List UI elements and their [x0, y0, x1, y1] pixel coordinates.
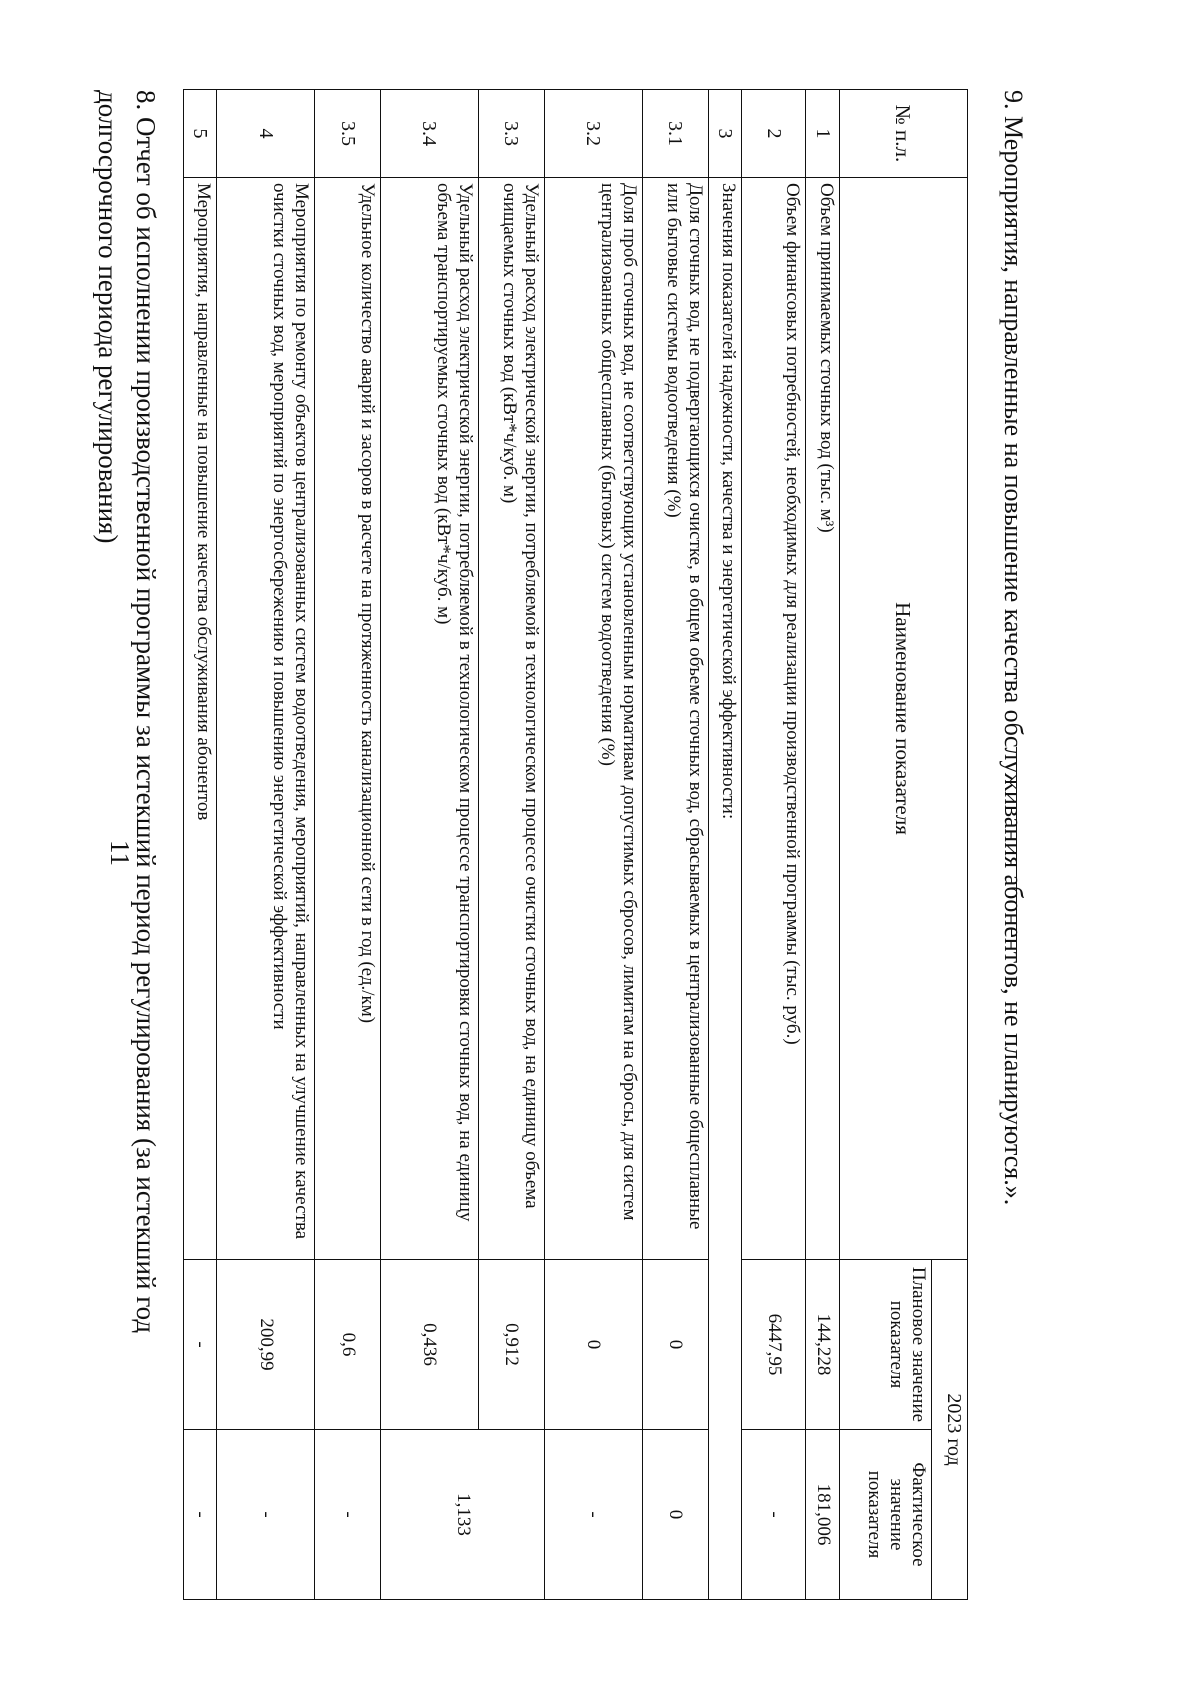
table-row: [545, 90, 642, 1600]
row-plan: 0: [545, 1260, 642, 1430]
row-name: Доля сточных вод, не подвергающихся очистке, в общем объеме сточных вод, сбрасываемых в централизованные общесплавные или бытовые системы водоотведения (%): [642, 178, 709, 1260]
row-num: 1: [806, 90, 839, 178]
row-plan: 0,6: [314, 1260, 381, 1430]
rotated-page: [93, 50, 1150, 1610]
row-plan: 0: [642, 1260, 709, 1430]
row-fact: 0: [642, 1430, 709, 1600]
row-num: 3.2: [545, 90, 642, 178]
row-fact: -: [184, 1430, 217, 1600]
row-name: Объем финансовых потребностей, необходимых для реализации производственной программы (тыс. руб.): [742, 178, 806, 1260]
table-row: [217, 90, 314, 1600]
row-name: Удельный расход электрической энергии, потребляемой в технологическом процессе очистки сточных вод, на единицу объема очищаемых сточных вод (кВт*ч/куб. м): [478, 178, 545, 1260]
row-name: Удельное количество аварий и засоров в расчете на протяженность канализационной сети в год (ед./км): [314, 178, 381, 1260]
row-num: 3.5: [314, 90, 381, 178]
header-name: Наименование показателя: [839, 178, 967, 1260]
section-heading-line2: долгосрочного периода регулирования): [93, 90, 123, 544]
row-name: Удельный расход электрической энергии, потребляемой в технологическом процессе транспортировки сточных вод, на единицу объема транспортируемых сточных вод (кВт*ч/куб. м): [381, 178, 478, 1260]
row-plan: 6447,95: [742, 1260, 806, 1430]
row-num: 2: [742, 90, 806, 178]
table-row: [381, 90, 478, 1600]
row-fact: -: [742, 1430, 806, 1600]
row-name: Мероприятия, направленные на повышение качества обслуживания абонентов: [184, 178, 217, 1260]
header-year: 2023 год: [932, 1260, 968, 1600]
row-plan: -: [184, 1260, 217, 1430]
row-fact: -: [545, 1430, 642, 1600]
row-name: Мероприятия по ремонту объектов централизованных систем водоотведения, мероприятий, направленных на улучшение качества очистки сточных вод, мероприятий по энергосбережению и повышению энергетической эффективности: [217, 178, 314, 1260]
table-row: [478, 90, 545, 1600]
page-number: 11: [105, 840, 135, 866]
row-name: Объем принимаемых сточных вод (тыс. м³): [806, 178, 839, 1260]
table-row: [742, 90, 806, 1600]
table-row: [806, 90, 839, 1600]
row-fact: 181,006: [806, 1430, 839, 1600]
row-name: Значения показателей надежности, качества и энергетической эффективности:: [709, 178, 742, 1600]
table-row: [642, 90, 709, 1600]
header-plan: Плановое значение показателя: [839, 1260, 932, 1430]
table-row: [709, 90, 742, 1600]
row-plan: 144,228: [806, 1260, 839, 1430]
header-fact: Фактическое значение показателя: [839, 1430, 932, 1600]
table-row: [184, 90, 217, 1600]
row-num: 5: [184, 90, 217, 178]
row-name: Доля проб сточных вод, не соответствующих установленным нормативам допустимых сбросов, лимитам на сбросы, для систем централизованных общесплавных (бытовых) систем водоотведения (%): [545, 178, 642, 1260]
section-heading: 8. Отчет об исполнении производственной программы за истекший период регулирования (за истекший год: [131, 90, 161, 1334]
report-table: [183, 89, 968, 1600]
report-table-wrap: [183, 90, 968, 1600]
row-num: 3: [709, 90, 742, 178]
row-fact-merged: 1,133: [381, 1430, 545, 1600]
row-fact: -: [314, 1430, 381, 1600]
row-num: 3.4: [381, 90, 478, 178]
row-fact: -: [217, 1430, 314, 1600]
row-plan: 0,912: [478, 1260, 545, 1430]
footer-note: 9. Мероприятия, направленные на повышение качества обслуживания абонентов, не планируются.».: [999, 90, 1028, 1206]
row-num: 3.3: [478, 90, 545, 178]
table-row: [314, 90, 381, 1600]
row-num: 4: [217, 90, 314, 178]
row-num: 3.1: [642, 90, 709, 178]
row-plan: 0,436: [381, 1260, 478, 1430]
row-plan: 200,99: [217, 1260, 314, 1430]
header-num: № п.л.: [839, 90, 967, 178]
